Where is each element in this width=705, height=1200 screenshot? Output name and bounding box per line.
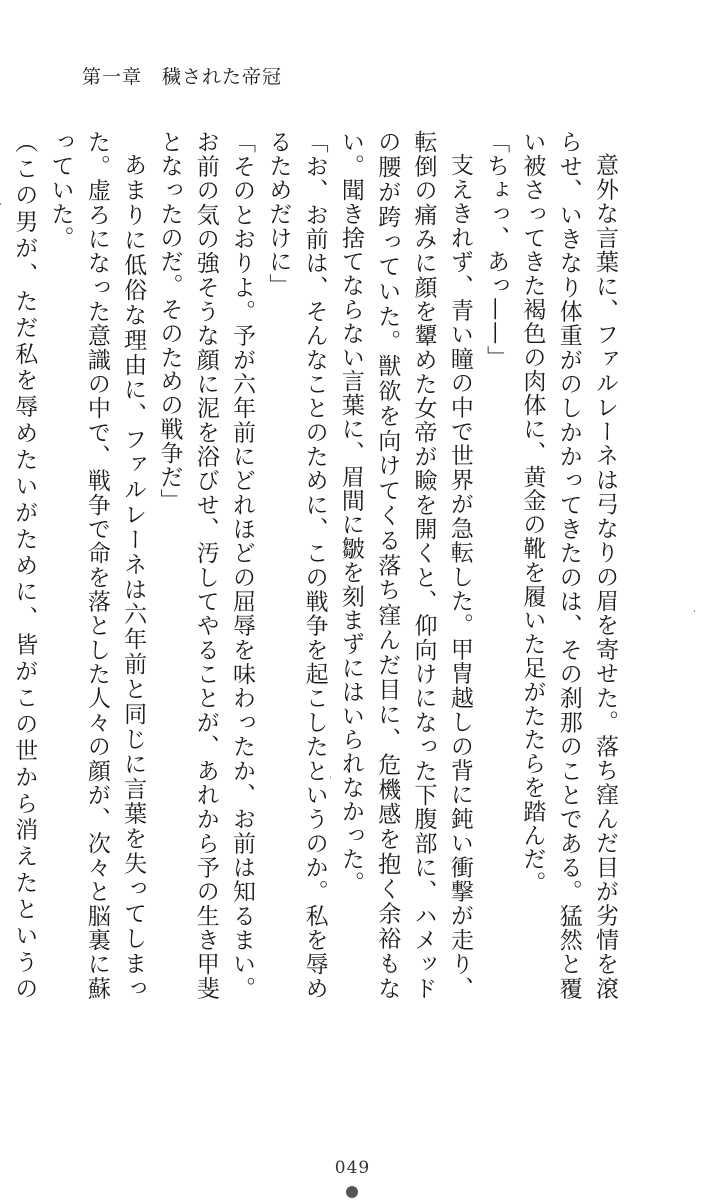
- inner-monologue: （この男が、ただ私を辱めたいがために、皆がこの世から消えたというの: [11, 130, 38, 1000]
- page-dot-icon: [346, 1186, 358, 1198]
- paragraph: あまりに低俗な理由に、ファルレーネは六年前と同じに言葉を失ってしまった。虚ろになった意識の中で、戦争で命を落とした人々の顔が、次々と脳裏に蘇っていた。: [47, 130, 147, 1000]
- center-mark: [330, 776, 331, 779]
- margin-mark: [694, 610, 695, 612]
- dialogue-line: 「お、お前は、そんなことのために、この戦争を起こしたというのか。私を辱めるためだけに」: [265, 130, 328, 1000]
- paragraph: 支えきれず、青い瞳の中で世界が急転した。甲冑越しの背に鈍い衝撃が走り、転倒の痛みに顔を顰めた女帝が瞼を開くと、仰向けになった下腹部に、ハメッドの腰が跨っていた。獣欲を向けてくる落ち窪んだ目に、危機感を抱く余裕もない。聞き捨てならない言葉に、眉間に皺を刻まずにはいられなかった。: [337, 130, 473, 1000]
- chapter-title: 第一章 穢された帝冠: [82, 66, 283, 88]
- body-text: [11, 130, 623, 1000]
- page-number: 049: [334, 1158, 371, 1178]
- dialogue-line: 「ちょっ、あっ——」: [483, 130, 510, 369]
- dialogue-line: 「そのとおりよ。予が六年前にどれほどの屈辱を味わったか、お前は知るまい。お前の気の強そうな顔に泥を浴びせ、汚してやることが、あれから予の生き甲斐となったのだ。そのための戦争だ」: [156, 130, 256, 1000]
- paragraph: 意外な言葉に、ファルレーネは弓なりの眉を寄せた。落ち窪んだ目が劣情を滾らせ、いきなり体重がのしかかってきたのは、その刹那のことである。猛然と覆い被さってきた褐色の肉体に、黄金の靴を履いた足がたたらを踏んだ。: [519, 130, 618, 1000]
